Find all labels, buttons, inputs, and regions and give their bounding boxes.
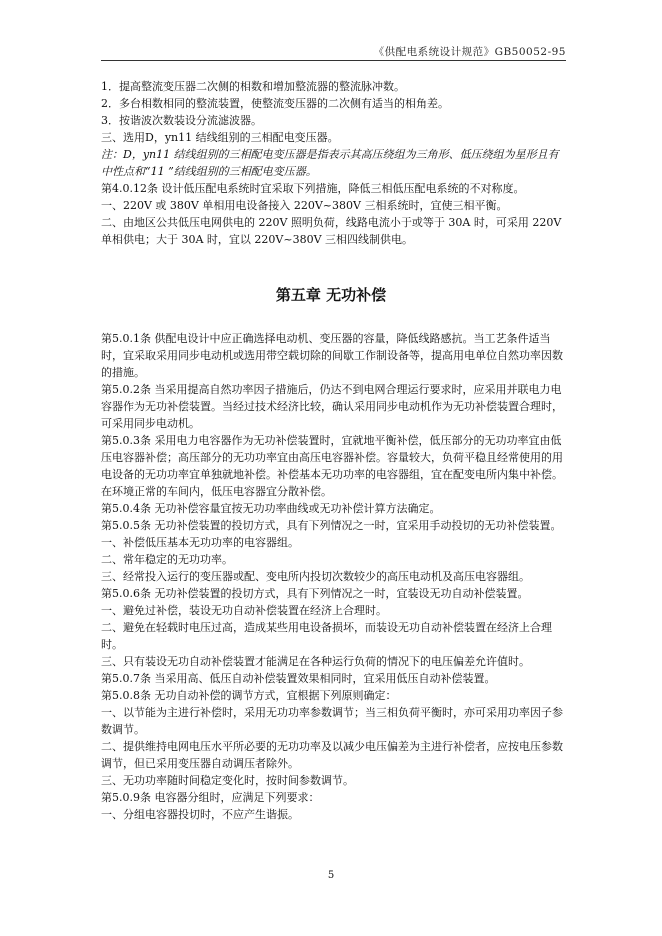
chapter-section	[101, 330, 566, 823]
paragraph: 1．提高整流变压器二次侧的相数和增加整流器的整流脉冲数。	[101, 80, 405, 93]
list-item: 三、只有装设无功自动补偿装置才能满足在各种运行负荷的情况下的电压偏差允许值时。	[101, 655, 530, 668]
running-header: 《供配电系统设计规范》GB50052-95	[373, 46, 566, 58]
paragraph: 2．多台相数相同的整流装置，使整流变压器的二次侧有适当的相角差。	[101, 97, 449, 110]
clause-heading: 第4.0.12条 设计低压配电系统时宜采取下列措施，降低三相低压配电系统的不对称度。	[101, 182, 525, 195]
header-rule	[101, 60, 566, 61]
page-number: 5	[327, 870, 335, 881]
top-section	[101, 78, 566, 248]
note-paragraph: 注：D，yn11 结线组别的三相配电变压器是指表示其高压绕组为三角形、低压绕组为星形且有中性点和“11 ”结线组别的三相配电变压器。	[101, 148, 559, 178]
clause-paragraph: 第5.0.3条 采用电力电容器作为无功补偿装置时，宜就地平衡补偿，低压部分的无功功率宜由低压电容器补偿；高压部分的无功功率宜由高压电容器补偿。容量较大，负荷平稳且经常使用的用电设备的无功功率宜单独就地补偿。补偿基本无功功率的电容器组，宜在配变电所内集中补偿。在环境正常的车间内，低压电容器宜分散补偿。	[101, 434, 563, 498]
clause-paragraph: 第5.0.2条 当采用提高自然功率因子措施后，仍达不到电网合理运行要求时，应采用并联电力电容器作为无功补偿装置。当经过技术经济比较，确认采用同步电动机作为无功补偿装置合理时，可采用同步电动机。	[101, 383, 563, 430]
list-item: 一、分组电容器投切时，不应产生谐振。	[101, 808, 299, 821]
list-item: 三、无功功率随时间稳定变化时，按时间参数调节。	[101, 774, 354, 787]
clause-paragraph: 第5.0.7条 当采用高、低压自动补偿装置效果相同时，宜采用低压自动补偿装置。	[101, 672, 496, 685]
paragraph: 三、选用D，yn11 结线组别的三相配电变压器。	[101, 131, 339, 144]
paragraph: 二、由地区公共低压电网供电的 220V 照明负荷，线路电流小于或等于 30A 时，可采用 220V 单相供电；大于 30A 时，宜以 220V~380V 三相四线制供电。	[101, 216, 562, 246]
chapter-title: 第五章 无功补偿	[275, 286, 387, 304]
list-item: 三、经常投入运行的变压器或配、变电所内投切次数较少的高压电动机及高压电容器组。	[101, 570, 530, 583]
list-item: 一、补偿低压基本无功功率的电容器组。	[101, 536, 299, 549]
clause-paragraph: 第5.0.4条 无功补偿容量宜按无功功率曲线或无功补偿计算方法确定。	[101, 502, 441, 515]
list-item: 一、避免过补偿，装设无功自动补偿装置在经济上合理时。	[101, 604, 387, 617]
clause-paragraph: 第5.0.5条 无功补偿装置的投切方式，具有下列情况之一时，宜采用手动投切的无功补偿装置。	[101, 519, 562, 532]
clause-paragraph: 第5.0.9条 电容器分组时，应满足下列要求：	[101, 791, 320, 804]
clause-paragraph: 第5.0.8条 无功自动补偿的调节方式，宜根据下列原则确定：	[101, 689, 397, 702]
list-item: 二、避免在轻载时电压过高，造成某些用电设备损坏，而装设无功自动补偿装置在经济上合理时。	[101, 621, 552, 651]
list-item: 一、以节能为主进行补偿时，采用无功功率参数调节；当三相负荷平衡时，亦可采用功率因子参数调节。	[101, 706, 563, 736]
list-item: 二、提供维持电网电压水平所必要的无功功率及以减少电压偏差为主进行补偿者，应按电压参数调节，但已采用变压器自动调压者除外。	[101, 740, 563, 770]
paragraph: 3．按谐波次数装设分流滤波器。	[101, 114, 262, 127]
clause-paragraph: 第5.0.6条 无功补偿装置的投切方式，具有下列情况之一时，宜装设无功自动补偿装置。	[101, 587, 529, 600]
list-item: 二、常年稳定的无功功率。	[101, 553, 233, 566]
paragraph: 一、220V 或 380V 单相用电设备接入 220V~380V 三相系统时，宜使三相平衡。	[101, 199, 508, 212]
clause-paragraph: 第5.0.1条 供配电设计中应正确选择电动机、变压器的容量，降低线路感抗。当工艺条件适当时，宜采取采用同步电动机或选用带空载切除的间歇工作制设备等，提高用电单位自然功率因数的措施。	[101, 332, 563, 379]
